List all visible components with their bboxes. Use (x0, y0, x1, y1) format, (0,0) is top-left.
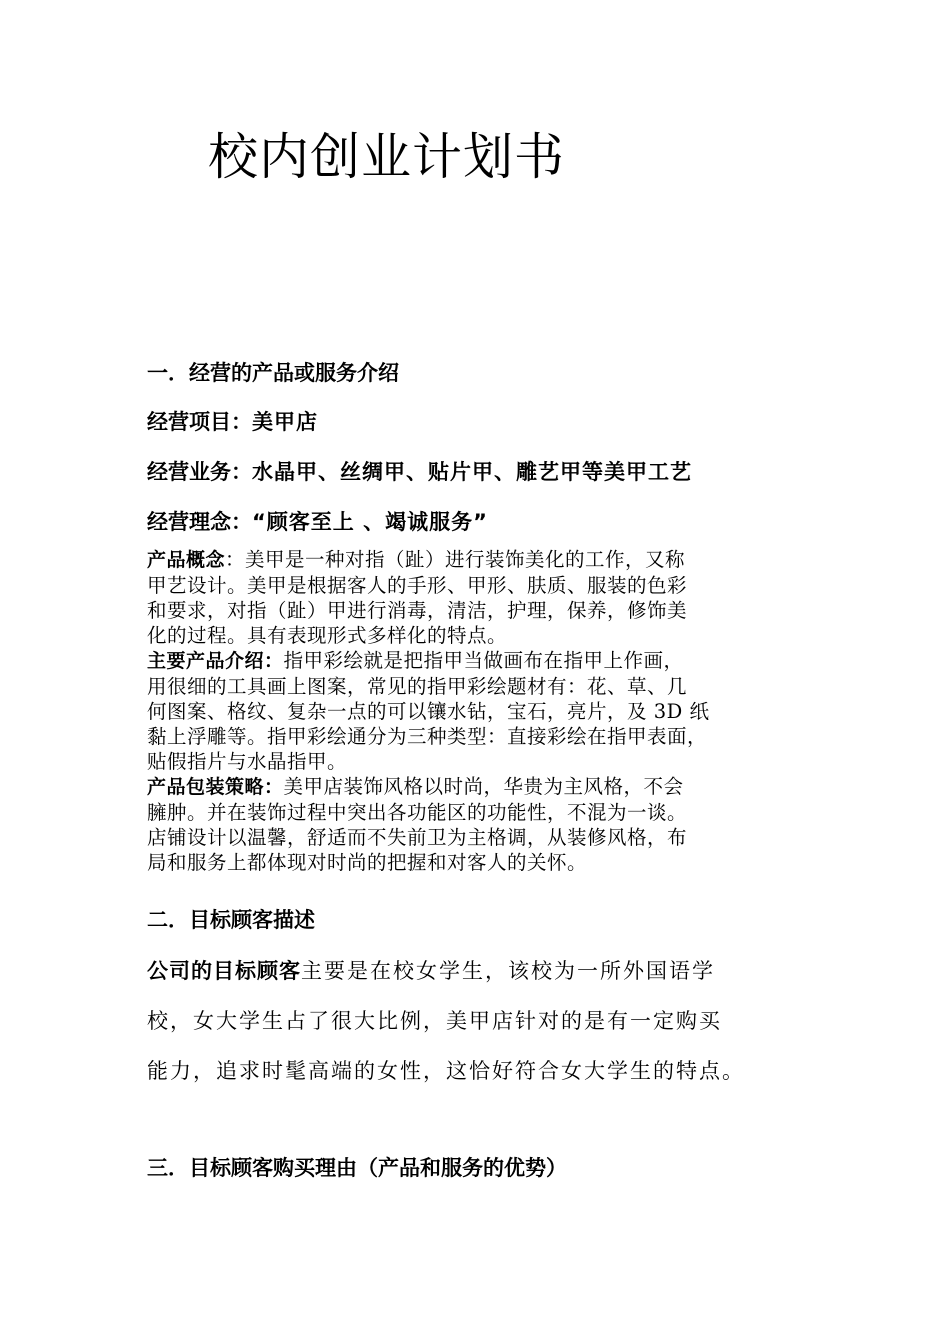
section-heading-purchase-reasons: 三．目标顾客购买理由（产品和服务的优势） (147, 1156, 567, 1180)
business-philosophy-line (147, 510, 488, 535)
target-customer-block (147, 946, 827, 1096)
intro-line-4: 黏上浮雕等。指甲彩绘通分为三种类型：直接彩绘在指甲表面， (147, 725, 708, 748)
business-scope-label: 经营业务： (147, 460, 252, 484)
business-philosophy-label: 经营理念： (147, 510, 252, 534)
target-line-2: 校，女大学生占了很大比例，美甲店针对的是有一定购买 (147, 1009, 722, 1033)
concept-line-4: 化的过程。具有表现形式多样化的特点。 (147, 624, 508, 647)
business-philosophy-value: “顾客至上 、竭诚服务” (252, 510, 488, 534)
concept-line-3: 和要求，对指（趾）甲进行消毒，清洁，护理，保养，修饰美 (147, 599, 688, 622)
packaging-line-2: 臃肿。并在装饰过程中突出各功能区的功能性，不混为一谈。 (147, 801, 688, 824)
business-project-label: 经营项目： (147, 410, 252, 434)
intro-line-2: 用很细的工具画上图案，常见的指甲彩绘题材有：花、草、几 (147, 675, 688, 698)
intro-line-5: 贴假指片与水晶指甲。 (147, 750, 348, 773)
packaging-label: 产品包装策略： (147, 776, 284, 798)
packaging-line-4: 局和服务上都体现对时尚的把握和对客人的关怀。 (147, 851, 588, 874)
business-scope-line (147, 460, 692, 485)
target-line-3: 能力，追求时髦高端的女性，这恰好符合女大学生的特点。 (147, 1059, 745, 1083)
document-title: 校内创业计划书 (208, 128, 565, 186)
packaging-line-3: 店铺设计以温馨，舒适而不失前卫为主格调，从装修风格，布 (147, 826, 688, 849)
intro-label: 主要产品介绍： (147, 650, 284, 672)
packaging-line-1: 产品包装策略：美甲店装饰风格以时尚，华贵为主风格，不会 (147, 775, 684, 798)
concept-line-2: 甲艺设计。美甲是根据客人的手形、甲形、肤质、服装的色彩 (147, 574, 688, 597)
target-customer-label: 公司的目标顾客 (147, 959, 301, 983)
business-scope-value: 水晶甲、丝绸甲、贴片甲、雕艺甲等美甲工艺 (252, 460, 692, 484)
product-description-block (147, 547, 827, 875)
intro-line-1: 主要产品介绍：指甲彩绘就是把指甲当做画布在指甲上作画， (147, 649, 684, 672)
intro-line-3: 何图案、格纹、复杂一点的可以镶水钻，宝石，亮片，及 3D 纸 (147, 700, 710, 723)
concept-label: 产品概念 (147, 549, 226, 571)
concept-line-1: 产品概念：美甲是一种对指（趾）进行装饰美化的工作，又称 (147, 548, 686, 571)
section-heading-target-customers: 二．目标顾客描述 (147, 908, 315, 932)
business-project-line (147, 410, 318, 435)
business-project-value: 美甲店 (252, 410, 318, 434)
section-heading-products: 一．经营的产品或服务介绍 (147, 361, 399, 385)
target-line-1: 公司的目标顾客主要是在校女学生，该校为一所外国语学 (147, 959, 715, 983)
